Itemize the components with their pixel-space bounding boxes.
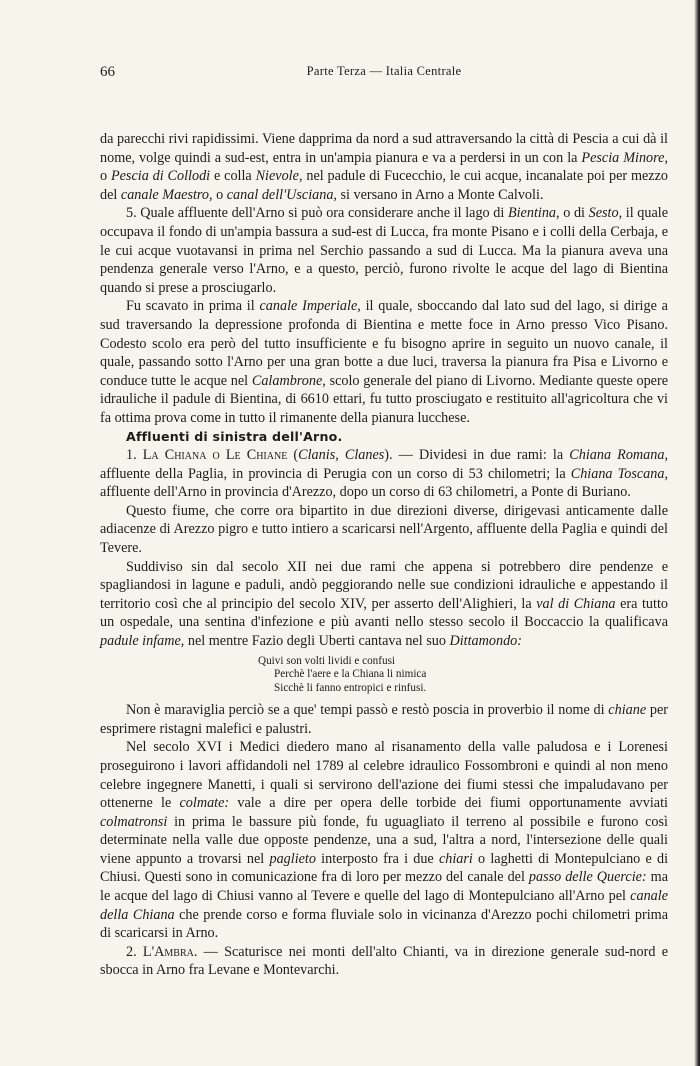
- italic-term: canal dell'Usciana: [226, 186, 334, 203]
- small-caps-term: L'Ambra.: [142, 943, 198, 960]
- text-run: 1.: [126, 447, 143, 464]
- page-edge-shadow: [694, 0, 700, 1066]
- paragraph-chiana-decline: [100, 558, 668, 651]
- running-header: [100, 62, 668, 84]
- text-run: , scolo generale del piano di Livorno. Mediante queste opere idrauliche il padule di Bientina, di 6610 ettari, fu tutto prosciugato e restituito all'agricoltura che vi fa ottima prova come in tutto il rimanente della pianura lucchese.: [100, 372, 668, 426]
- text-run: , o: [209, 186, 227, 203]
- text-run: , nel padule di Fucecchio, le cui acque, incanalate poi per mezzo del: [100, 168, 668, 203]
- italic-term: Pescia Minore: [581, 149, 665, 166]
- book-page: [100, 62, 668, 980]
- text-run: , il quale, sboccando dal lato sud del lago, si dirige a sud traversando la depressione profonda di Bientina e mette foce in Arno presso Vico Pisano. Codesto scolo era però del tutto insufficiente e fu bisogno aprire in seguito un nuovo canale, il quale, passando sotto l'Arno per una gran botte a due luci, traversa la pianura fra Pisa e Livorno e conduce tutte le acque nel: [100, 298, 668, 389]
- paragraph-ambra: [100, 943, 668, 980]
- verse-line: Sicchè li fanno entropici e rinfusi.: [274, 681, 427, 694]
- paragraph-canale-imperiale: [100, 297, 668, 427]
- body-text: [100, 130, 668, 980]
- text-run: , affluente della Paglia, in provincia di Perugia con un corso di 53 chilometri; la: [100, 447, 668, 482]
- italic-term: Dittamondo:: [449, 633, 522, 650]
- text-run: , si versano in Arno a Monte Calvoli.: [333, 186, 544, 203]
- text-run: per esprimere ristagni malefici e palustri.: [100, 702, 668, 737]
- text-run: 5. Quale affluente dell'Arno si può ora considerare anche il lago di: [126, 205, 508, 222]
- small-caps-term: La Chiana o Le Chiane: [142, 447, 288, 464]
- paragraph-chiana-history: [100, 502, 668, 558]
- running-title: Parte Terza — Italia Centrale: [306, 64, 462, 78]
- italic-term: paglieto: [269, 850, 316, 867]
- italic-term: Sesto: [588, 205, 619, 222]
- italic-term: passo delle Quercie:: [528, 869, 647, 886]
- italic-term: Bientina: [507, 205, 557, 222]
- italic-term: canale Imperiale: [259, 298, 358, 315]
- text-run: (: [287, 447, 299, 464]
- italic-term: colmate:: [179, 795, 230, 812]
- page-number: 66: [100, 64, 115, 80]
- text-run: , il quale occupava il fondo di un'ampia bassura a sud-est di Lucca, fra monte Pisano e i colli della Cerbaja, e le cui acque vuotavansi in prima nel Serchio passando a sud di Lucca. Ma la pianura aveva una pendenza generale verso l'Arno, e a questo, perciò, furono rivolte le acque del lago di Bientina quando si prese a prosciugarlo.: [100, 205, 669, 296]
- text-run: e colla: [210, 168, 256, 185]
- italic-term: Chiana Toscana: [570, 465, 665, 482]
- text-run: da parecchi rivi rapidissimi. Viene dapprima da nord a sud attraversando la città di Pescia a cui dà il nome, volge quindi a sud-est, entra in un'ampia pianura e va a perdersi in un con la: [100, 131, 668, 166]
- italic-term: val di Chiana: [536, 595, 616, 612]
- verse-quote: [258, 655, 668, 696]
- text-run: ma le acque del lago di Chiusi vanno al Tevere e quelle del lago di Montepulciano all'Arno pel: [100, 869, 668, 905]
- italic-term: canale della Chiana: [100, 888, 668, 923]
- italic-term: Calambrone: [251, 372, 323, 389]
- italic-term: Nievole: [255, 168, 299, 185]
- text-run: era tutto un ospedale, una sentina d'infezione e più avanti nello stesso secolo il Boccaccio la qualificava: [100, 595, 668, 631]
- text-run: Non è maraviglia perciò se a que' tempi passò e restò poscia in proverbio il nome di: [126, 702, 609, 719]
- italic-term: Chiana Romana: [569, 447, 665, 464]
- paragraph-proverb: [100, 701, 668, 738]
- text-run: , affluente dell'Arno in provincia d'Arezzo, dopo un corso di 63 chilometri, a Ponte di Buriano.: [100, 465, 668, 501]
- text-run: o laghetti di Montepulciano e di Chiusi. Questi sono in comunicazione fra di loro per mezzo del canale del: [100, 850, 669, 886]
- text-run: interposto fra i due: [315, 850, 439, 867]
- text-run: ). — Dividesi in due rami: la: [384, 447, 570, 464]
- paragraph-chiana: [100, 446, 668, 502]
- italic-term: canale Maestro: [120, 186, 210, 203]
- text-run: Fu scavato in prima il: [126, 298, 260, 315]
- text-run: in prima le bassure più fonde, fu uguagliato il terreno al possibile e furono così determinate nella valle due opposte pendenze, una a sud, l'altra a nord, l'intersezione delle quali viene appunto a trovarsi nel: [100, 813, 668, 867]
- paragraph-medici: [100, 738, 668, 943]
- text-run: Nel secolo XVI i Medici diedero mano al risanamento della valle paludosa e i Lorenesi proseguirono i lavori affidandoli nel 1789 al celebre idraulico Fossombroni e quindi al non meno celebre ingegnere Manetti, i quali si servirono dell'azione dei fiumi stessi che impaludavano per ottenerne le: [100, 739, 668, 812]
- verse-line: Quivi son volti lividi e confusi: [258, 654, 396, 667]
- italic-term: Clanis, Clanes: [298, 447, 385, 464]
- italic-term: colmatronsi: [100, 813, 168, 830]
- text-run: , o di: [556, 205, 589, 222]
- text-run: vale a dire per opera delle torbide dei fiumi opportunamente avviati: [229, 795, 668, 812]
- text-run: che prende corso e forma fluviale solo in vicinanza d'Arezzo pochi chilometri prima di scaricarsi in Arno.: [100, 906, 668, 942]
- italic-term: Pescia di Collodi: [110, 168, 211, 185]
- text-run: Questo fiume, che corre ora bipartito in due direzioni diverse, dirigevasi anticamente dalle adiacenze di Arezzo pigro e tutto intiero a scaricarsi nell'Argento, affluente della Paglia e quindi del Tevere.: [100, 502, 668, 557]
- text-run: — Scaturisce nei monti dell'alto Chianti, va in direzione generale sud-nord e sbocca in Arno fra Levane e Montevarchi.: [100, 943, 669, 979]
- text-run: 2.: [126, 943, 143, 960]
- section-heading: Affluenti di sinistra dell'Arno.: [126, 428, 343, 444]
- text-run: , o: [100, 149, 668, 185]
- verse-line: Perchè l'aere e la Chiana li nimica: [274, 668, 427, 681]
- italic-term: chiari: [438, 850, 473, 867]
- paragraph-pescia: [100, 130, 668, 204]
- text-run: , nel mentre Fazio degli Uberti cantava nel suo: [180, 633, 450, 650]
- italic-term: chiane: [608, 702, 647, 719]
- text-run: Suddiviso sin dal secolo XII nei due rami che appena si potrebbero dire pendenze e spagliandosi in lagune e paduli, andò peggiorando nelle sue condizioni idrauliche e appestando il territorio così che al principio del secolo XIV, per asserto dell'Alighieri, la: [100, 558, 668, 612]
- italic-term: padule infame: [100, 633, 181, 650]
- paragraph-bientina: [100, 204, 668, 297]
